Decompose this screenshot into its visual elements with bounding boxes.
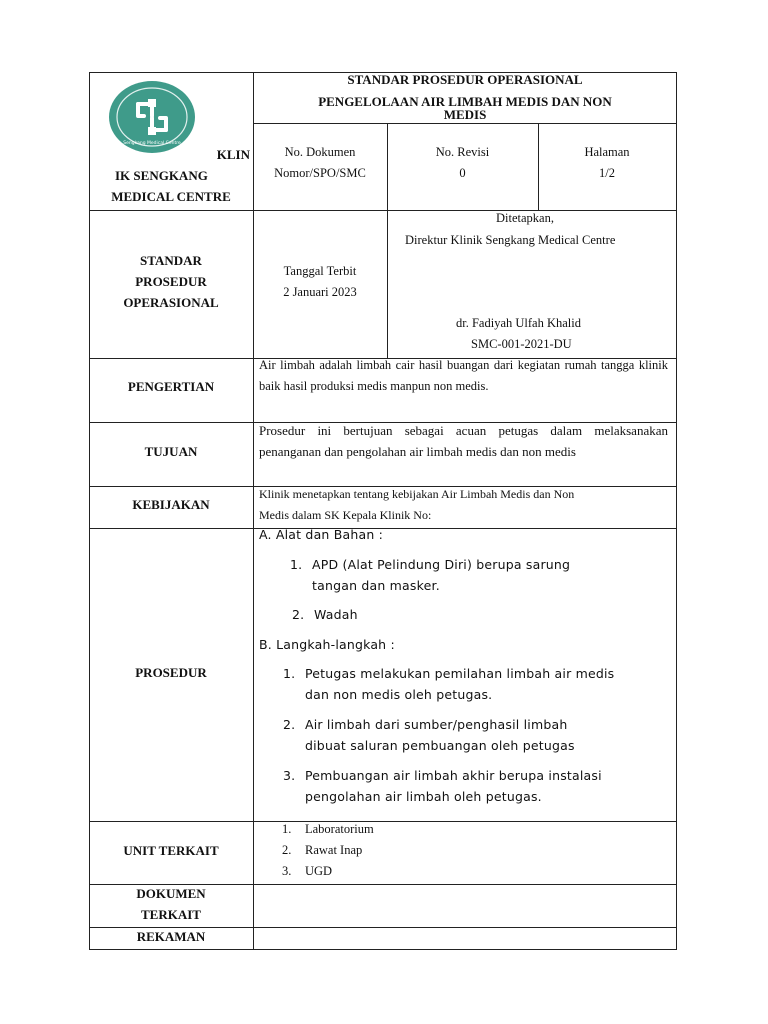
b-item-2-line1: Air limbah dari sumber/penghasil limbah: [305, 717, 568, 732]
section-a-heading: A. Alat dan Bahan :: [259, 527, 384, 542]
doc-no-value: Nomor/SPO/SMC: [274, 166, 366, 180]
issue-date-value: 2 Januari 2023: [283, 285, 357, 299]
b-item-1-number: 1.: [283, 666, 296, 681]
sop-label-line3: OPERASIONAL: [123, 295, 219, 310]
logo-text: Sengkang Medical Centre: [123, 141, 181, 146]
b-item-1-line2: dan non medis oleh petugas.: [305, 687, 493, 702]
b-item-2-line2: dibuat saluran pembuangan oleh petugas: [305, 738, 575, 753]
unit-terkait-label: UNIT TERKAIT: [123, 843, 219, 858]
unit-1-name: Laboratorium: [305, 822, 374, 836]
document-title-line2: PENGELOLAAN AIR LIMBAH MEDIS DAN NON: [318, 94, 612, 109]
prosedur-label: PROSEDUR: [135, 665, 207, 680]
page-value: 1/2: [599, 166, 615, 180]
director-id: SMC-001-2021-DU: [471, 337, 572, 351]
unit-2-name: Rawat Inap: [305, 843, 363, 857]
set-by-label: Ditetapkan,: [496, 211, 554, 225]
unit-3-name: UGD: [305, 864, 333, 878]
director-title: Direktur Klinik Sengkang Medical Centre: [405, 233, 616, 247]
revision-label: No. Revisi: [435, 145, 490, 159]
unit-3-number: 3.: [282, 864, 292, 878]
document-title-line1: STANDAR PROSEDUR OPERASIONAL: [347, 72, 583, 87]
rekaman-label: REKAMAN: [136, 929, 206, 944]
kebijakan-text-line2: Medis dalam SK Kepala Klinik No:: [259, 508, 432, 522]
revision-value: 0: [459, 166, 466, 180]
b-item-3-line2: pengolahan air limbah oleh petugas.: [305, 789, 542, 804]
b-item-2-number: 2.: [283, 717, 296, 732]
kebijakan-text-line1: Klinik menetapkan tentang kebijakan Air Limbah Medis dan Non: [259, 487, 575, 501]
clinic-logo: [108, 80, 198, 154]
section-b-heading: B. Langkah-langkah :: [259, 637, 395, 652]
a-item-1-line2: tangan dan masker.: [312, 578, 440, 593]
a-item-1-number: 1.: [290, 557, 303, 572]
b-item-3-line1: Pembuangan air limbah akhir berupa instalasi: [305, 768, 602, 783]
doc-no-label: No. Dokumen: [284, 145, 356, 159]
tujuan-text: Prosedur ini bertujuan sebagai acuan petugas dalam melaksanakan penanganan dan pengolahan air limbah medis dan non medis: [259, 423, 668, 459]
b-item-3-number: 3.: [283, 768, 296, 783]
column-divider: [253, 72, 254, 950]
clinic-name-part3: MEDICAL CENTRE: [111, 189, 231, 204]
dokumen-terkait-label-line1: DOKUMEN: [136, 886, 206, 901]
a-item-2-number: 2.: [292, 607, 305, 622]
unit-1-number: 1.: [282, 822, 292, 836]
a-item-1-line1: APD (Alat Pelindung Diri) berupa sarung: [312, 557, 571, 572]
document-title-line3: MEDIS: [443, 107, 487, 122]
unit-2-number: 2.: [282, 843, 292, 857]
pengertian-label: PENGERTIAN: [127, 379, 215, 394]
tujuan-label: TUJUAN: [144, 444, 198, 459]
director-name: dr. Fadiyah Ulfah Khalid: [456, 316, 581, 330]
clinic-name-part1: KLIN: [216, 147, 250, 162]
sop-label-line1: STANDAR: [140, 253, 202, 268]
page-label: Halaman: [584, 145, 630, 159]
sop-label-line2: PROSEDUR: [135, 274, 207, 289]
table-border-right: [676, 72, 677, 950]
pengertian-text: Air limbah adalah limbah cair hasil buangan dari kegiatan rumah tangga klinik baik hasil produksi medis manpun non medis.: [259, 358, 668, 393]
issue-date-label: Tanggal Terbit: [283, 264, 357, 278]
a-item-2-line1: Wadah: [314, 607, 358, 622]
table-border-bottom: [89, 949, 677, 950]
dokumen-terkait-label-line2: TERKAIT: [141, 907, 201, 922]
clinic-name-part2: IK SENGKANG: [115, 168, 208, 183]
b-item-1-line1: Petugas melakukan pemilahan limbah air medis: [305, 666, 615, 681]
kebijakan-label: KEBIJAKAN: [132, 497, 210, 512]
